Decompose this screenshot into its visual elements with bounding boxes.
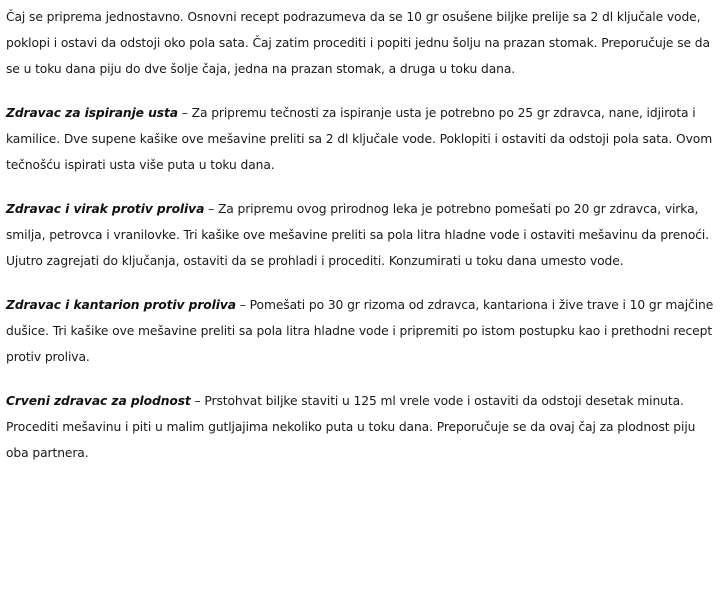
recipe-text-kantarion: – Pomešati po 30 gr rizoma od zdravca, kantariona i žive trave i 10 gr majčine dušice. Tri kašike ove mešavine preliti sa pola litra hladne vode i pripremiti po istom postupku kao i prethodni recept protiv proliva.	[6, 298, 714, 364]
recipe-text-mouthwash: – Za pripremu tečnosti za ispiranje usta je potrebno po 25 gr zdravca, nane, idjirota i kamilice. Dve supene kašike ove mešavine preliti sa 2 dl ključale vode. Poklopiti i ostaviti da odstoji pola sata. Ovom tečnošću ispirati usta više puta u toku dana.	[6, 106, 713, 172]
recipe-paragraph-fertility	[6, 388, 714, 466]
recipe-heading-fertility: Crveni zdravac za plodnost	[6, 394, 191, 408]
recipe-heading-kantarion: Zdravac i kantarion protiv proliva	[6, 298, 236, 312]
recipe-paragraph-mouthwash	[6, 100, 714, 178]
article-body	[6, 4, 714, 484]
recipe-text-virak: – Za pripremu ovog prirodnog leka je potrebno pomešati po 20 gr zdravca, virka, smilja, petrovca i vranilovke. Tri kašike ove mešavine preliti sa pola litra hladne vode i ostaviti mešavinu da prenoći. Ujutro zagrejati do ključanja, ostaviti da se prohladi i procediti. Konzumirati u toku dana umesto vode.	[6, 202, 710, 268]
recipe-heading-virak: Zdravac i virak protiv proliva	[6, 202, 205, 216]
intro-paragraph: Čaj se priprema jednostavno. Osnovni recept podrazumeva da se 10 gr osušene biljke prelije sa 2 dl ključale vode, poklopi i ostavi da odstoji oko pola sata. Čaj zatim procediti i popiti jednu šolju na prazan stomak. Preporučuje se da se u toku dana piju do dve šolje čaja, jedna na prazan stomak, a druga u toku dana.	[6, 10, 710, 76]
recipe-paragraph-kantarion	[6, 292, 714, 370]
recipe-heading-mouthwash: Zdravac za ispiranje usta	[6, 106, 178, 120]
recipe-text-fertility: – Prstohvat biljke staviti u 125 ml vrele vode i ostaviti da odstoji desetak minuta. Procediti mešavinu i piti u malim gutljajima nekoliko puta u toku dana. Preporučuje se da ovaj čaj za plodnost piju oba partnera.	[6, 394, 696, 460]
recipe-paragraph-virak	[6, 196, 714, 274]
